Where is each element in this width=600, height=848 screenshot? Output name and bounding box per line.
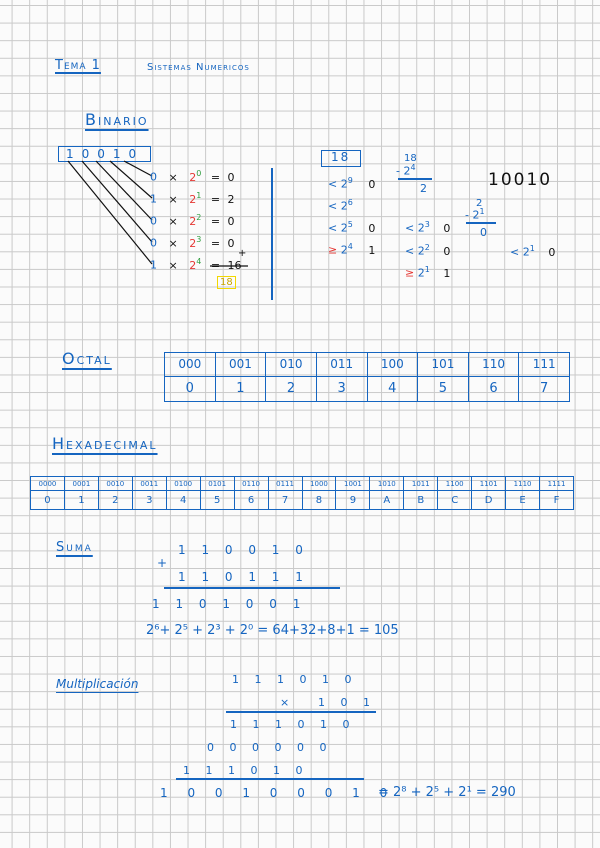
compare-row (328, 198, 365, 213)
minus-sign: - (465, 208, 469, 222)
sub2-result: 0 (480, 226, 487, 239)
hexadecimal-digit-cell: 8 (302, 491, 336, 510)
bit: 0 (548, 245, 556, 259)
hexadecimal-binary-cell: 1010 (370, 477, 404, 491)
bit: 0 (443, 221, 451, 235)
binario-row-1 (150, 191, 235, 206)
base: 2 (417, 221, 425, 235)
bit: 0 (150, 236, 157, 250)
result: 16 (227, 258, 242, 272)
sub1-top: 18 (404, 153, 417, 164)
bit: 0 (368, 177, 376, 191)
binario-row-2 (150, 213, 235, 228)
compare-sign: < (328, 221, 338, 235)
equals: = (210, 236, 221, 250)
hexadecimal-binary-cell: 0110 (234, 477, 268, 491)
binario-row-4 (150, 257, 242, 272)
binario-row-0 (150, 169, 235, 184)
compare-sign: ≥ (328, 243, 338, 257)
compare-sign: < (510, 245, 520, 259)
hexadecimal-digit-cell: 3 (132, 491, 166, 510)
sub1-rule (398, 178, 432, 180)
exponent: 1 (196, 191, 202, 200)
octal-heading: Octal (62, 349, 112, 368)
mult-result: 1 0 0 1 0 0 0 1 0 (160, 786, 396, 800)
compare-row-col3 (510, 244, 555, 259)
octal-digit-cell: 2 (266, 376, 317, 401)
octal-binary-cell: 111 (519, 353, 570, 377)
hexadecimal-digit-cell: 0 (31, 491, 65, 510)
base: 2 (472, 208, 480, 222)
hexadecimal-digit-cell: F (540, 491, 574, 510)
mult-partial-2: 0 0 0 0 0 0 (207, 741, 333, 754)
bit: 0 (150, 214, 157, 228)
times-sign: × (168, 214, 178, 228)
hexadecimal-digit-cell: 4 (166, 491, 200, 510)
exponent: 3 (196, 235, 202, 244)
base: 2 (522, 245, 530, 259)
tema-title: Tema 1 (55, 58, 101, 73)
octal-binary-cell: 001 (215, 353, 266, 377)
octal-digit-cell: 3 (316, 376, 367, 401)
base: 2 (340, 199, 348, 213)
hex-binary-row (31, 477, 574, 491)
boxed-decimal-value: 18 (331, 150, 351, 164)
times-sign: × (168, 236, 178, 250)
octal-binary-row (165, 353, 570, 377)
hexadecimal-digit-cell: D (472, 491, 506, 510)
hexadecimal-heading: Hexadecimal (52, 434, 158, 453)
power: 4 (410, 163, 416, 172)
hexadecimal-binary-cell: 0000 (31, 477, 65, 491)
base: 2 (189, 236, 197, 250)
mult-expansion: = 2⁸ + 2⁵ + 2¹ = 290 (378, 785, 516, 800)
hexadecimal-binary-cell: 1000 (302, 477, 336, 491)
bit: 0 (368, 221, 376, 235)
mult-times: × (280, 696, 290, 709)
suma-result: 1 1 0 1 0 0 1 (152, 597, 307, 611)
hexadecimal-binary-cell: 1111 (540, 477, 574, 491)
exponent: 2 (196, 213, 202, 222)
base: 2 (340, 177, 348, 191)
multiplicacion-heading: Multiplicación (56, 677, 139, 691)
sub2-line (465, 207, 485, 222)
suma-expansion: 2⁶+ 2⁵ + 2³ + 2⁰ = 64+32+8+1 = 105 (146, 623, 399, 638)
base: 2 (340, 221, 348, 235)
hex-digit-row (31, 491, 574, 510)
hexadecimal-digit-cell: 1 (64, 491, 98, 510)
bit: 1 (368, 243, 376, 257)
times-sign: × (168, 192, 178, 206)
hexadecimal-digit-cell: B (404, 491, 438, 510)
hexadecimal-binary-cell: 0001 (64, 477, 98, 491)
base: 2 (189, 192, 197, 206)
power: 2 (424, 243, 430, 252)
sub2-top: 2 (476, 198, 483, 209)
hexadecimal-binary-cell: 1011 (404, 477, 438, 491)
octal-binary-cell: 010 (266, 353, 317, 377)
times-sign: × (168, 258, 178, 272)
power: 5 (347, 220, 353, 229)
suma-plus: + (157, 556, 168, 570)
hexadecimal-binary-cell: 0011 (132, 477, 166, 491)
equals: = (210, 170, 221, 184)
compare-sign: < (328, 177, 338, 191)
compare-sign: < (328, 199, 338, 213)
result: 2 (227, 192, 235, 206)
times-sign: × (168, 170, 178, 184)
suma-heading: Suma (56, 540, 93, 555)
octal-table (164, 352, 570, 402)
sum-plus: + (238, 248, 247, 259)
tema-subtitle: Sistemas Numericos (147, 62, 250, 73)
mult-rule-1 (226, 711, 376, 713)
compare-row (328, 242, 375, 257)
compare-row (405, 243, 450, 258)
mult-partial-1: 1 1 1 0 1 0 (230, 718, 356, 731)
bit: 1 (150, 258, 157, 272)
mult-partial-3: 1 1 1 0 1 0 (183, 764, 309, 777)
hexadecimal-binary-cell: 0111 (268, 477, 302, 491)
hexadecimal-digit-cell: C (438, 491, 472, 510)
hexadecimal-digit-cell: 7 (268, 491, 302, 510)
power: 1 (424, 265, 430, 274)
hexadecimal-binary-cell: 0010 (98, 477, 132, 491)
compare-row (328, 176, 375, 191)
compare-sign: ≥ (405, 266, 415, 280)
hexadecimal-digit-cell: 5 (200, 491, 234, 510)
binary-answer: 10010 (488, 170, 553, 190)
hexadecimal-digit-cell: 2 (98, 491, 132, 510)
arrow-bit-0 (124, 161, 152, 176)
bit: 0 (150, 170, 157, 184)
power: 3 (424, 220, 430, 229)
octal-binary-cell: 011 (316, 353, 367, 377)
octal-digit-cell: 1 (215, 376, 266, 401)
base: 2 (340, 243, 348, 257)
hexadecimal-binary-cell: 0100 (166, 477, 200, 491)
base: 2 (189, 214, 197, 228)
compare-sign: < (405, 221, 415, 235)
hexadecimal-table (30, 476, 574, 510)
equals: = (210, 192, 221, 206)
octal-binary-cell: 000 (165, 353, 216, 377)
suma-rule (164, 587, 340, 589)
arrow-bit-3 (82, 161, 152, 242)
binario-heading: Binario (85, 110, 149, 129)
bit: 1 (443, 266, 451, 280)
mult-row1: 1 1 1 0 1 0 (232, 673, 358, 686)
hexadecimal-binary-cell: 1100 (438, 477, 472, 491)
exponent: 0 (196, 169, 202, 178)
power: 9 (347, 176, 353, 185)
bit: 1 (150, 192, 157, 206)
minus-sign: - (396, 164, 400, 178)
base: 2 (403, 164, 411, 178)
power: 6 (347, 198, 353, 207)
binary-number: 10010 (66, 147, 145, 161)
sub2-rule (466, 222, 496, 224)
result: 0 (227, 214, 235, 228)
octal-digit-cell: 5 (418, 376, 469, 401)
octal-binary-cell: 100 (367, 353, 418, 377)
base: 2 (189, 170, 197, 184)
sub1-result: 2 (420, 182, 427, 195)
hexadecimal-binary-cell: 1101 (472, 477, 506, 491)
mult-row2: 1 0 1 (318, 696, 376, 709)
hexadecimal-digit-cell: 9 (336, 491, 370, 510)
octal-digit-cell: 0 (165, 376, 216, 401)
hexadecimal-digit-cell: E (506, 491, 540, 510)
power: 1 (529, 244, 535, 253)
base: 2 (189, 258, 197, 272)
base: 2 (417, 244, 425, 258)
octal-digit-cell: 7 (519, 376, 570, 401)
power: 4 (347, 242, 353, 251)
binario-row-3 (150, 235, 235, 250)
binario-total: 18 (217, 276, 236, 289)
octal-digit-cell: 4 (367, 376, 418, 401)
compare-row (405, 265, 450, 280)
hexadecimal-binary-cell: 0101 (200, 477, 234, 491)
compare-row (405, 220, 450, 235)
power: 1 (479, 207, 485, 216)
result: 0 (227, 236, 235, 250)
hexadecimal-binary-cell: 1001 (336, 477, 370, 491)
hexadecimal-binary-cell: 1110 (506, 477, 540, 491)
result: 0 (227, 170, 235, 184)
octal-digit-row (165, 376, 570, 401)
binario-divider (271, 168, 273, 300)
suma-row1: 1 1 0 0 1 0 (178, 543, 309, 557)
equals: = (210, 214, 221, 228)
compare-sign: < (405, 244, 415, 258)
octal-digit-cell: 6 (468, 376, 519, 401)
hexadecimal-digit-cell: 6 (234, 491, 268, 510)
exponent: 4 (196, 257, 202, 266)
bit: 0 (443, 244, 451, 258)
sub1-line (396, 163, 416, 178)
octal-binary-cell: 110 (468, 353, 519, 377)
hexadecimal-digit-cell: A (370, 491, 404, 510)
equals: = (210, 258, 221, 272)
compare-row (328, 220, 375, 235)
arrow-bit-1 (110, 161, 152, 198)
mult-rule-2 (176, 778, 364, 780)
suma-row2: 1 1 0 1 1 1 (178, 570, 309, 584)
octal-binary-cell: 101 (418, 353, 469, 377)
base: 2 (417, 266, 425, 280)
